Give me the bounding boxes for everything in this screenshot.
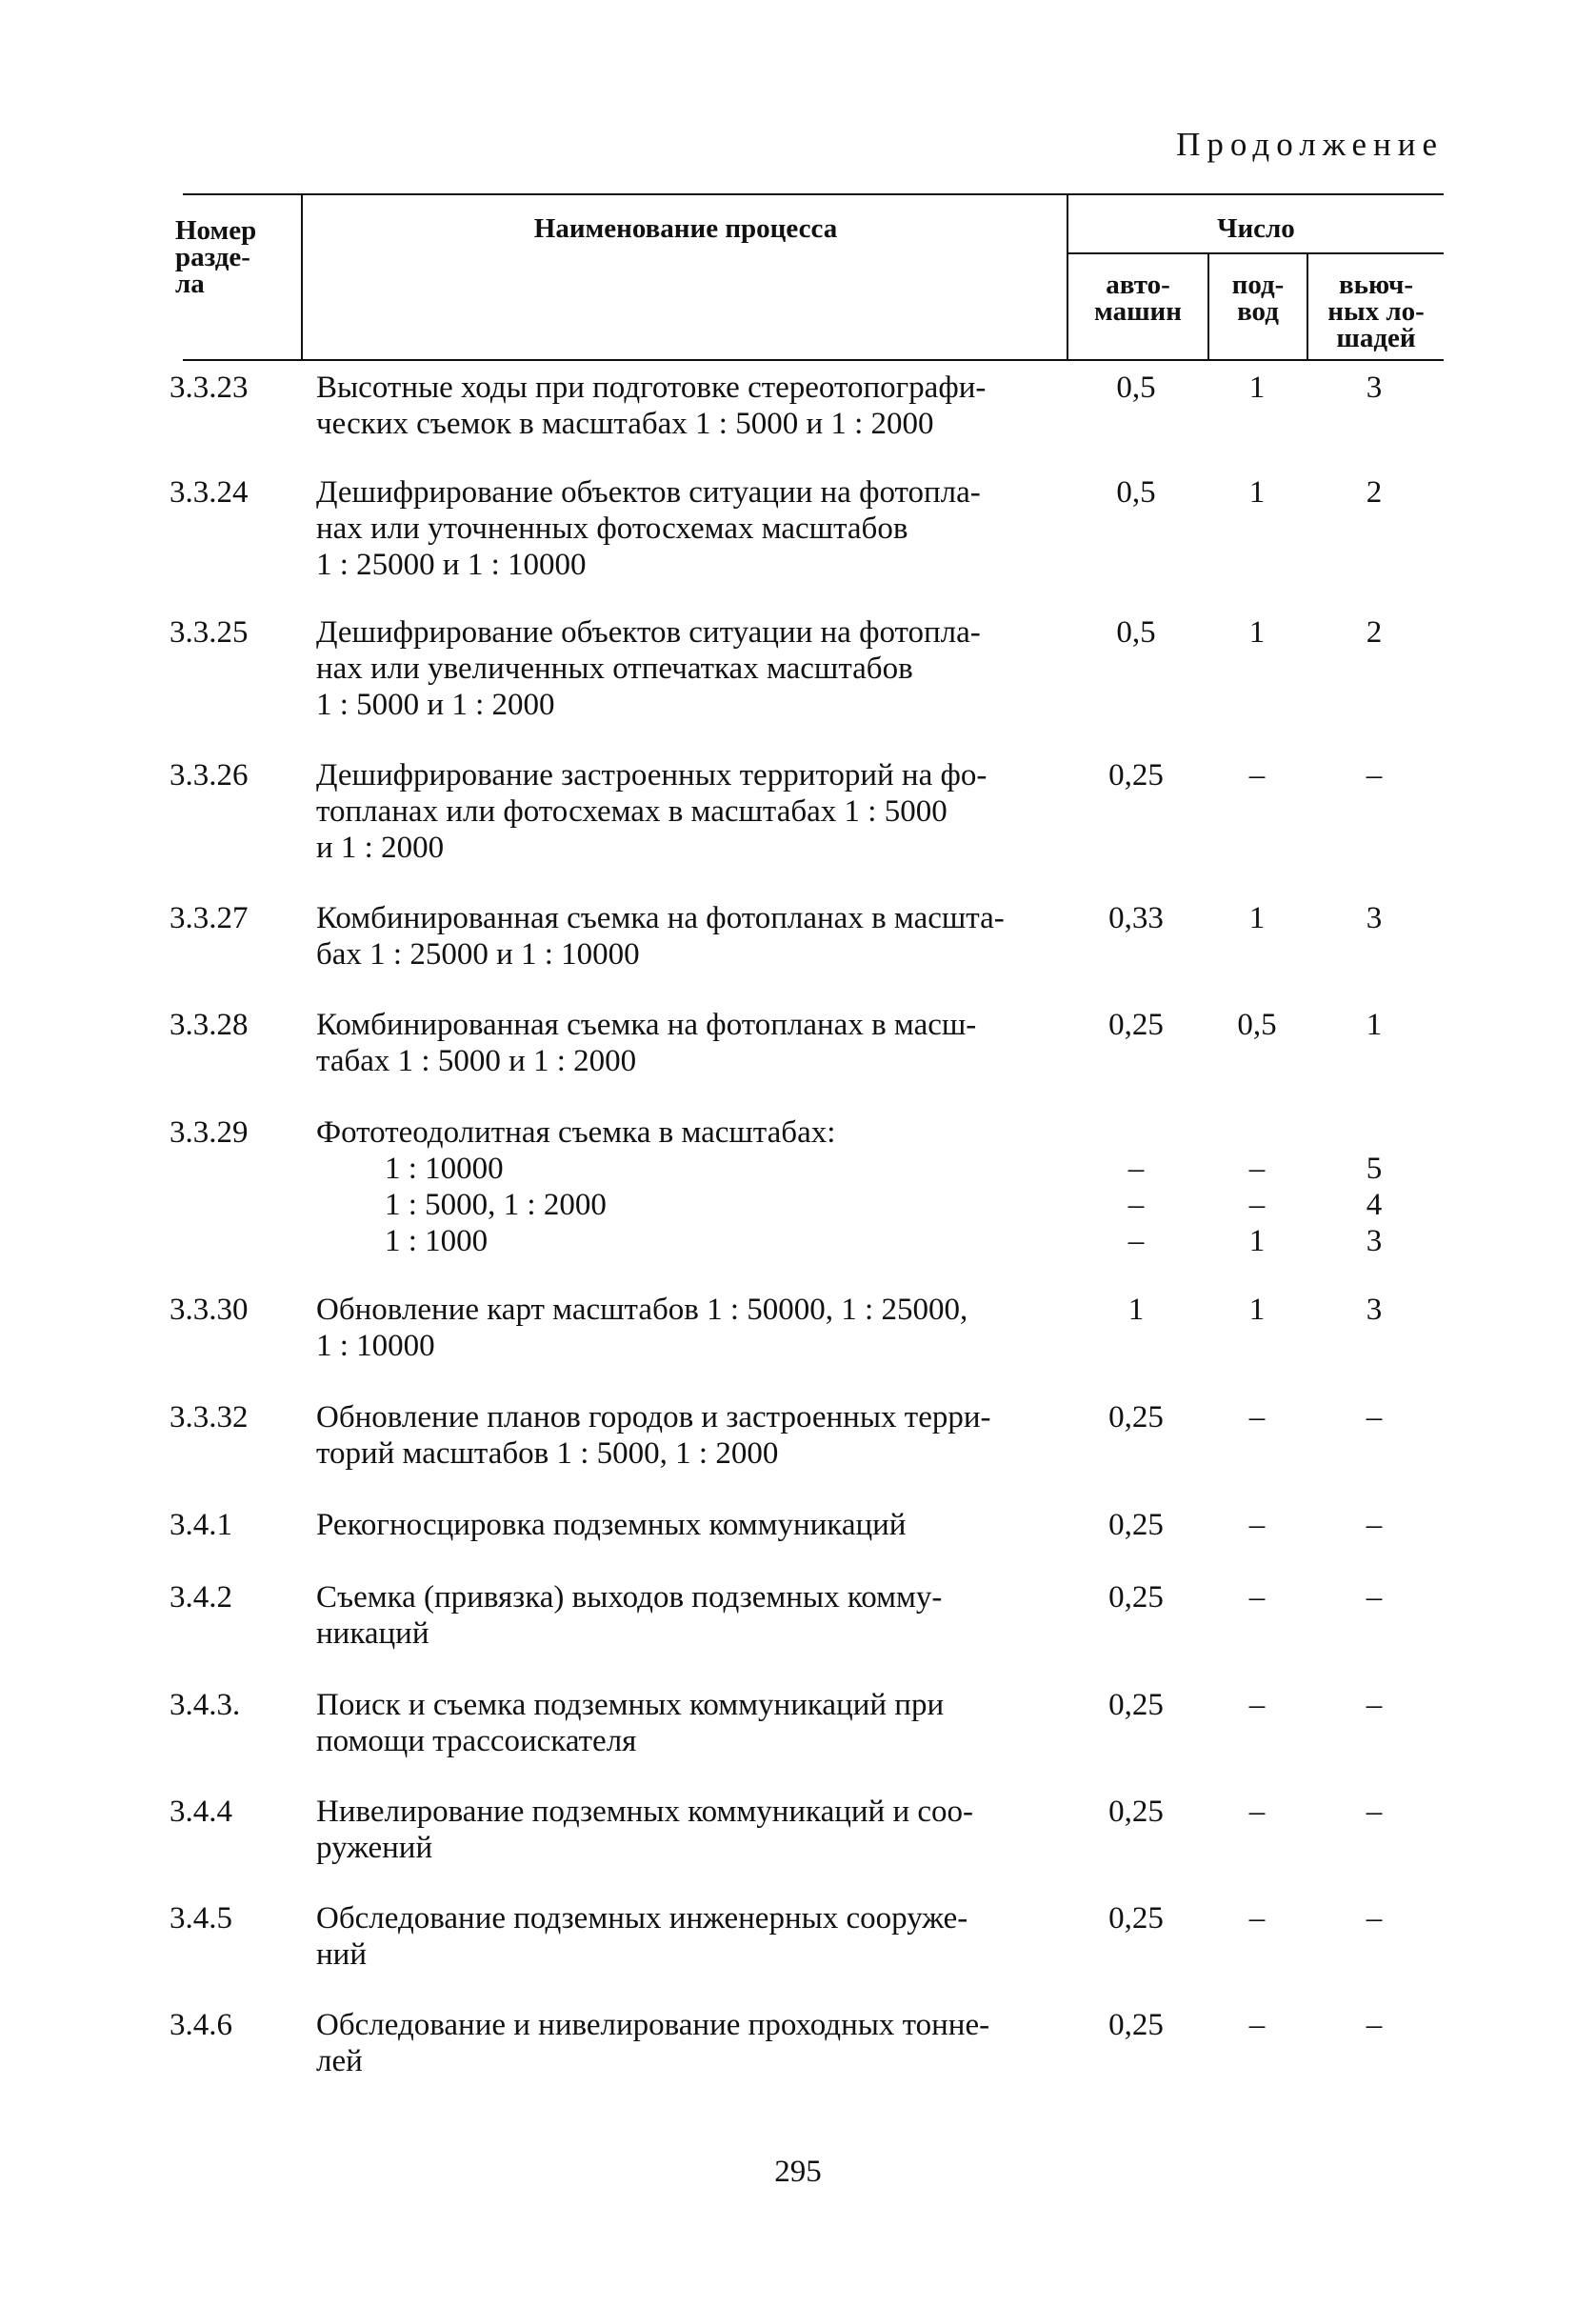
row-value-vehicles xyxy=(1084,1292,1188,1328)
row-value-carts xyxy=(1207,370,1307,406)
row-name-line: 1 : 5000, 1 : 2000 xyxy=(385,1188,607,1222)
row-name-line: ческих съемок в масштабах 1 : 5000 и 1 : 2000 xyxy=(316,407,934,441)
row-number: 3.3.26 xyxy=(170,758,249,792)
row-value-pack-horses xyxy=(1322,2007,1426,2043)
row-value: 3 xyxy=(1366,1293,1383,1327)
row-value-carts xyxy=(1207,1900,1307,1936)
row-value: – xyxy=(1248,1508,1266,1542)
row-value-pack-horses xyxy=(1322,900,1426,936)
row-value-vehicles xyxy=(1084,474,1188,511)
row-value: – xyxy=(1127,1188,1145,1222)
row-value-carts xyxy=(1207,2007,1307,2043)
row-number: 3.4.4 xyxy=(170,1795,232,1829)
row-value: 3 xyxy=(1366,901,1383,935)
header-number-line: разде- xyxy=(175,242,250,272)
row-value: – xyxy=(1366,1688,1383,1722)
row-value: 0,25 xyxy=(1108,1688,1164,1722)
row-value: 0,25 xyxy=(1108,2008,1164,2042)
row-process-name xyxy=(316,474,1107,583)
row-value-vehicles xyxy=(1084,1900,1188,1936)
row-name-line: Обследование подземных инженерных сооруже- xyxy=(316,1901,968,1936)
row-value: 0,5 xyxy=(1237,1008,1277,1042)
row-process-name xyxy=(316,1687,1107,1759)
row-value: 4 xyxy=(1366,1188,1383,1222)
row-value-carts xyxy=(1207,1579,1307,1615)
header-top-rule xyxy=(183,193,1444,195)
row-process-name xyxy=(316,1900,1107,1973)
row-name-line: ний xyxy=(316,1937,367,1972)
page-number: 295 xyxy=(774,2155,822,2189)
row-number: 3.3.27 xyxy=(170,901,249,935)
row-value: 3 xyxy=(1366,371,1383,405)
row-name-line: Дешифрирование объектов ситуации на фотопла- xyxy=(316,475,981,510)
row-value: – xyxy=(1366,1508,1383,1542)
row-name-line: Обновление планов городов и застроенных терри- xyxy=(316,1400,991,1434)
row-value-pack-horses xyxy=(1322,1007,1426,1043)
row-value-pack-horses xyxy=(1322,757,1426,793)
row-value-carts xyxy=(1207,614,1307,651)
row-value: 1 xyxy=(1366,1008,1383,1042)
row-value-carts xyxy=(1207,757,1307,793)
row-value-pack-horses xyxy=(1322,1687,1426,1723)
row-process-name xyxy=(316,757,1107,866)
header-sub-line: под- xyxy=(1231,270,1285,300)
row-value: – xyxy=(1366,1400,1383,1434)
row-name-line: никаций xyxy=(316,1616,429,1651)
row-name-line: топланах или фотосхемах в масштабах 1 : 5000 xyxy=(316,794,948,829)
row-value-pack-horses xyxy=(1322,1399,1426,1435)
row-name-line: лей xyxy=(316,2044,363,2078)
row-number: 3.3.32 xyxy=(170,1400,249,1434)
row-value: – xyxy=(1248,1152,1266,1186)
row-value-pack-horses xyxy=(1322,1794,1426,1830)
continuation-label: Продолжение xyxy=(1176,126,1444,163)
header-bottom-rule xyxy=(183,359,1444,361)
row-number: 3.4.3. xyxy=(170,1688,241,1722)
row-value-pack-horses xyxy=(1322,1114,1426,1259)
header-sub-line: ных ло- xyxy=(1327,296,1425,327)
row-value: 1 xyxy=(1248,371,1266,405)
row-value-carts xyxy=(1207,1794,1307,1830)
header-number-line: ла xyxy=(175,269,205,299)
header-sub-vehicles xyxy=(1068,271,1207,325)
row-value: – xyxy=(1248,2008,1266,2042)
row-process-name xyxy=(316,900,1107,973)
row-value-vehicles xyxy=(1084,757,1188,793)
row-name-line: и 1 : 2000 xyxy=(316,831,445,865)
row-name-line: 1 : 10000 xyxy=(316,1329,435,1363)
row-value-vehicles xyxy=(1084,1399,1188,1435)
row-number: 3.4.2 xyxy=(170,1580,232,1615)
row-value: 0,25 xyxy=(1108,1400,1164,1434)
row-value: 1 xyxy=(1248,1293,1266,1327)
row-value-vehicles xyxy=(1084,1794,1188,1830)
row-value-vehicles xyxy=(1084,1007,1188,1043)
row-value: – xyxy=(1127,1152,1145,1186)
row-name-line: 1 : 1000 xyxy=(385,1224,489,1258)
row-value-vehicles xyxy=(1084,2007,1188,2043)
header-sub-line: машин xyxy=(1094,296,1182,327)
row-value-pack-horses xyxy=(1322,370,1426,406)
row-value: 3 xyxy=(1366,1224,1383,1258)
row-value: – xyxy=(1366,1580,1383,1615)
row-value-vehicles xyxy=(1084,1687,1188,1723)
row-number: 3.3.25 xyxy=(170,615,249,650)
row-name-line: Дешифрирование застроенных территорий на фо- xyxy=(316,758,988,792)
row-value: – xyxy=(1366,2008,1383,2042)
row-value-carts xyxy=(1207,1399,1307,1435)
row-value-carts xyxy=(1207,1507,1307,1543)
row-value: 0,25 xyxy=(1108,1901,1164,1936)
row-name-line: Комбинированная съемка на фотопланах в масшта- xyxy=(316,901,1005,935)
header-process-name: Наименование процесса xyxy=(533,213,838,244)
row-value: 1 xyxy=(1248,901,1266,935)
row-value: 1 xyxy=(1248,615,1266,650)
row-value-pack-horses xyxy=(1322,1292,1426,1328)
row-name-line: Поиск и съемка подземных коммуникаций при xyxy=(316,1688,945,1722)
row-name-line: Дешифрирование объектов ситуации на фотопла- xyxy=(316,615,981,650)
row-value-vehicles xyxy=(1084,1579,1188,1615)
row-name-line: 1 : 25000 и 1 : 10000 xyxy=(316,548,587,582)
row-value: 1 xyxy=(1127,1293,1145,1327)
row-value-carts xyxy=(1207,1292,1307,1328)
row-value: – xyxy=(1366,1901,1383,1936)
row-value: 0,25 xyxy=(1108,1795,1164,1829)
row-value: – xyxy=(1248,1580,1266,1615)
header-sub-line: авто- xyxy=(1106,270,1170,300)
row-name-line: помощи трассоискателя xyxy=(316,1724,637,1758)
header-count-group: Число xyxy=(1217,213,1295,244)
row-name-line: нах или увеличенных отпечатках масштабов xyxy=(316,652,913,686)
row-value: 1 xyxy=(1248,1224,1266,1258)
row-value-vehicles xyxy=(1084,614,1188,651)
row-name-line: бах 1 : 25000 и 1 : 10000 xyxy=(316,937,640,972)
row-name-line: ружений xyxy=(316,1831,433,1865)
row-value-carts xyxy=(1207,474,1307,511)
row-number: 3.3.23 xyxy=(170,371,249,405)
row-process-name xyxy=(316,2007,1107,2079)
row-process-name xyxy=(316,370,1107,442)
row-value: 1 xyxy=(1248,475,1266,510)
row-name-line: Рекогносцировка подземных коммуникаций xyxy=(316,1508,907,1542)
row-process-name xyxy=(316,614,1107,723)
row-number: 3.3.24 xyxy=(170,475,249,510)
row-value xyxy=(1084,1114,1188,1151)
row-value-pack-horses xyxy=(1322,1507,1426,1543)
row-name-line: Комбинированная съемка на фотопланах в масш- xyxy=(316,1008,977,1042)
row-value-carts xyxy=(1207,1007,1307,1043)
row-name-line: торий масштабов 1 : 5000, 1 : 2000 xyxy=(316,1436,779,1471)
row-value-vehicles xyxy=(1084,900,1188,936)
header-sub-line: вьюч- xyxy=(1338,270,1414,300)
row-value: 5 xyxy=(1366,1152,1383,1186)
row-value xyxy=(1207,1114,1307,1151)
header-number-line: Номер xyxy=(175,215,257,246)
header-group-rule xyxy=(1067,252,1444,254)
row-value: – xyxy=(1248,1795,1266,1829)
row-name-line: табах 1 : 5000 и 1 : 2000 xyxy=(316,1044,637,1078)
header-sub-pack-horses xyxy=(1308,271,1444,351)
row-process-name xyxy=(316,1507,1107,1543)
row-number: 3.4.5 xyxy=(170,1901,232,1936)
row-name-line: Нивелирование подземных коммуникаций и соо- xyxy=(316,1795,973,1829)
row-process-name xyxy=(316,1794,1107,1866)
row-number: 3.4.6 xyxy=(170,2008,232,2042)
row-name-line: нах или уточненных фотосхемах масштабов xyxy=(316,512,908,546)
row-value: 0,25 xyxy=(1108,758,1164,792)
row-value: 0,25 xyxy=(1108,1508,1164,1542)
row-name-line: 1 : 5000 и 1 : 2000 xyxy=(316,688,555,722)
row-value: 0,5 xyxy=(1116,371,1156,405)
row-value: 0,33 xyxy=(1108,901,1164,935)
row-value: – xyxy=(1248,758,1266,792)
row-value: – xyxy=(1366,1795,1383,1829)
row-value: 0,25 xyxy=(1108,1008,1164,1042)
row-value-pack-horses xyxy=(1322,1579,1426,1615)
row-name-line: Высотные ходы при подготовке стереотопографи- xyxy=(316,371,987,405)
row-value: – xyxy=(1248,1400,1266,1434)
row-value-carts xyxy=(1207,1687,1307,1723)
row-value-vehicles xyxy=(1084,1507,1188,1543)
row-value: 0,5 xyxy=(1116,475,1156,510)
row-value: 0,25 xyxy=(1108,1580,1164,1615)
row-number: 3.3.28 xyxy=(170,1008,249,1042)
row-value: – xyxy=(1366,758,1383,792)
row-name-line: 1 : 10000 xyxy=(385,1152,504,1186)
row-value-pack-horses xyxy=(1322,1900,1426,1936)
row-number: 3.4.1 xyxy=(170,1508,232,1542)
row-name-line: Обследование и нивелирование проходных тонне- xyxy=(316,2008,990,2042)
row-value: 2 xyxy=(1366,475,1383,510)
row-value-vehicles xyxy=(1084,370,1188,406)
row-value: – xyxy=(1248,1188,1266,1222)
row-process-name xyxy=(316,1292,1107,1364)
header-sub-carts xyxy=(1209,271,1307,325)
row-number: 3.3.30 xyxy=(170,1293,249,1327)
row-value-carts xyxy=(1207,900,1307,936)
header-sub-line: вод xyxy=(1237,296,1279,327)
row-name-line: Съемка (привязка) выходов подземных комму- xyxy=(316,1580,943,1615)
row-name-line: Фототеодолитная съемка в масштабах: xyxy=(316,1115,836,1150)
row-number: 3.3.29 xyxy=(170,1115,249,1150)
row-value: – xyxy=(1248,1688,1266,1722)
row-process-name xyxy=(316,1579,1107,1652)
row-value-pack-horses xyxy=(1322,474,1426,511)
row-value xyxy=(1322,1114,1426,1151)
row-process-name xyxy=(316,1114,1107,1259)
header-sub-line: шадей xyxy=(1336,323,1416,353)
row-name-line: Обновление карт масштабов 1 : 50000, 1 : 25000, xyxy=(316,1293,968,1327)
row-value-carts xyxy=(1207,1114,1307,1259)
row-value: – xyxy=(1248,1901,1266,1936)
row-process-name xyxy=(316,1007,1107,1079)
row-process-name xyxy=(316,1399,1107,1472)
row-value: 2 xyxy=(1366,615,1383,650)
row-value: – xyxy=(1127,1224,1145,1258)
row-value-pack-horses xyxy=(1322,614,1426,651)
row-value: 0,5 xyxy=(1116,615,1156,650)
row-value-vehicles xyxy=(1084,1114,1188,1259)
header-divider-number xyxy=(301,193,303,361)
header-number xyxy=(175,217,256,297)
